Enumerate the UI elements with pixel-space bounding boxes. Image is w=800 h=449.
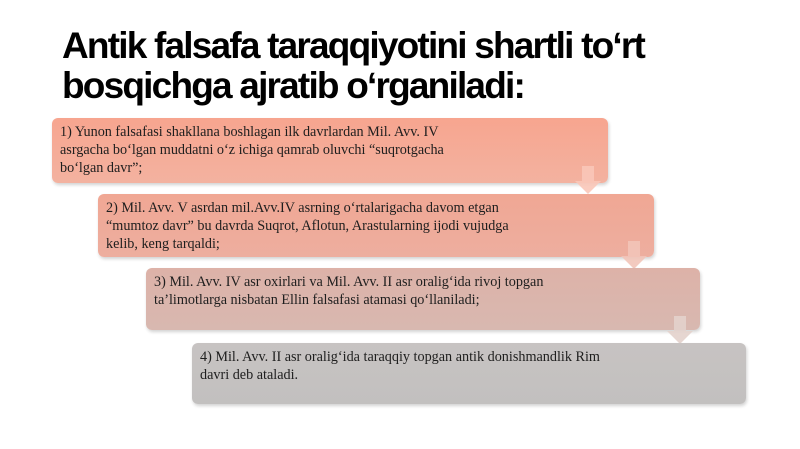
stage-box-2 bbox=[98, 194, 654, 257]
stage-text-line: davri deb ataladi. bbox=[200, 367, 299, 383]
stage-text-line: 4) Mil. Avv. II asr oralig‘ida taraqqiy topgan antik donishmandlik Rim bbox=[200, 349, 600, 365]
stage-box-1 bbox=[52, 118, 608, 183]
stage-box-4 bbox=[192, 343, 746, 404]
stage-text-line: ta’limotlarga nisbatan Ellin falsafasi atamasi qo‘llaniladi; bbox=[154, 292, 480, 308]
stage-text-line: kelib, keng tarqaldi; bbox=[106, 236, 220, 252]
stage-box-3 bbox=[146, 268, 700, 330]
down-arrow-icon bbox=[621, 241, 647, 269]
title-line: bosqichga ajratib o‘rganiladi: bbox=[62, 65, 525, 106]
down-arrow-icon bbox=[575, 166, 601, 194]
title-line: Antik falsafa taraqqiyotini shartli to‘rt bbox=[62, 25, 645, 66]
stage-text-line: 1) Yunon falsafasi shakllana boshlagan ilk davrlardan Mil. Avv. IV bbox=[60, 124, 439, 140]
stage-text-line: asrgacha bo‘lgan muddatni o‘z ichiga qamrab oluvchi “suqrotgacha bbox=[60, 142, 444, 158]
slide-title bbox=[62, 26, 762, 106]
down-arrow-icon bbox=[667, 316, 693, 344]
stage-text-line: 3) Mil. Avv. IV asr oxirlari va Mil. Avv. II asr oralig‘ida rivoj topgan bbox=[154, 274, 544, 290]
stage-text-line: “mumtoz davr” bu davrda Suqrot, Aflotun, Arastularning ijodi vujudga bbox=[106, 218, 509, 234]
stage-text-line: bo‘lgan davr”; bbox=[60, 160, 143, 176]
stage-text-line: 2) Mil. Avv. V asrdan mil.Avv.IV asrning o‘rtalarigacha davom etgan bbox=[106, 200, 499, 216]
